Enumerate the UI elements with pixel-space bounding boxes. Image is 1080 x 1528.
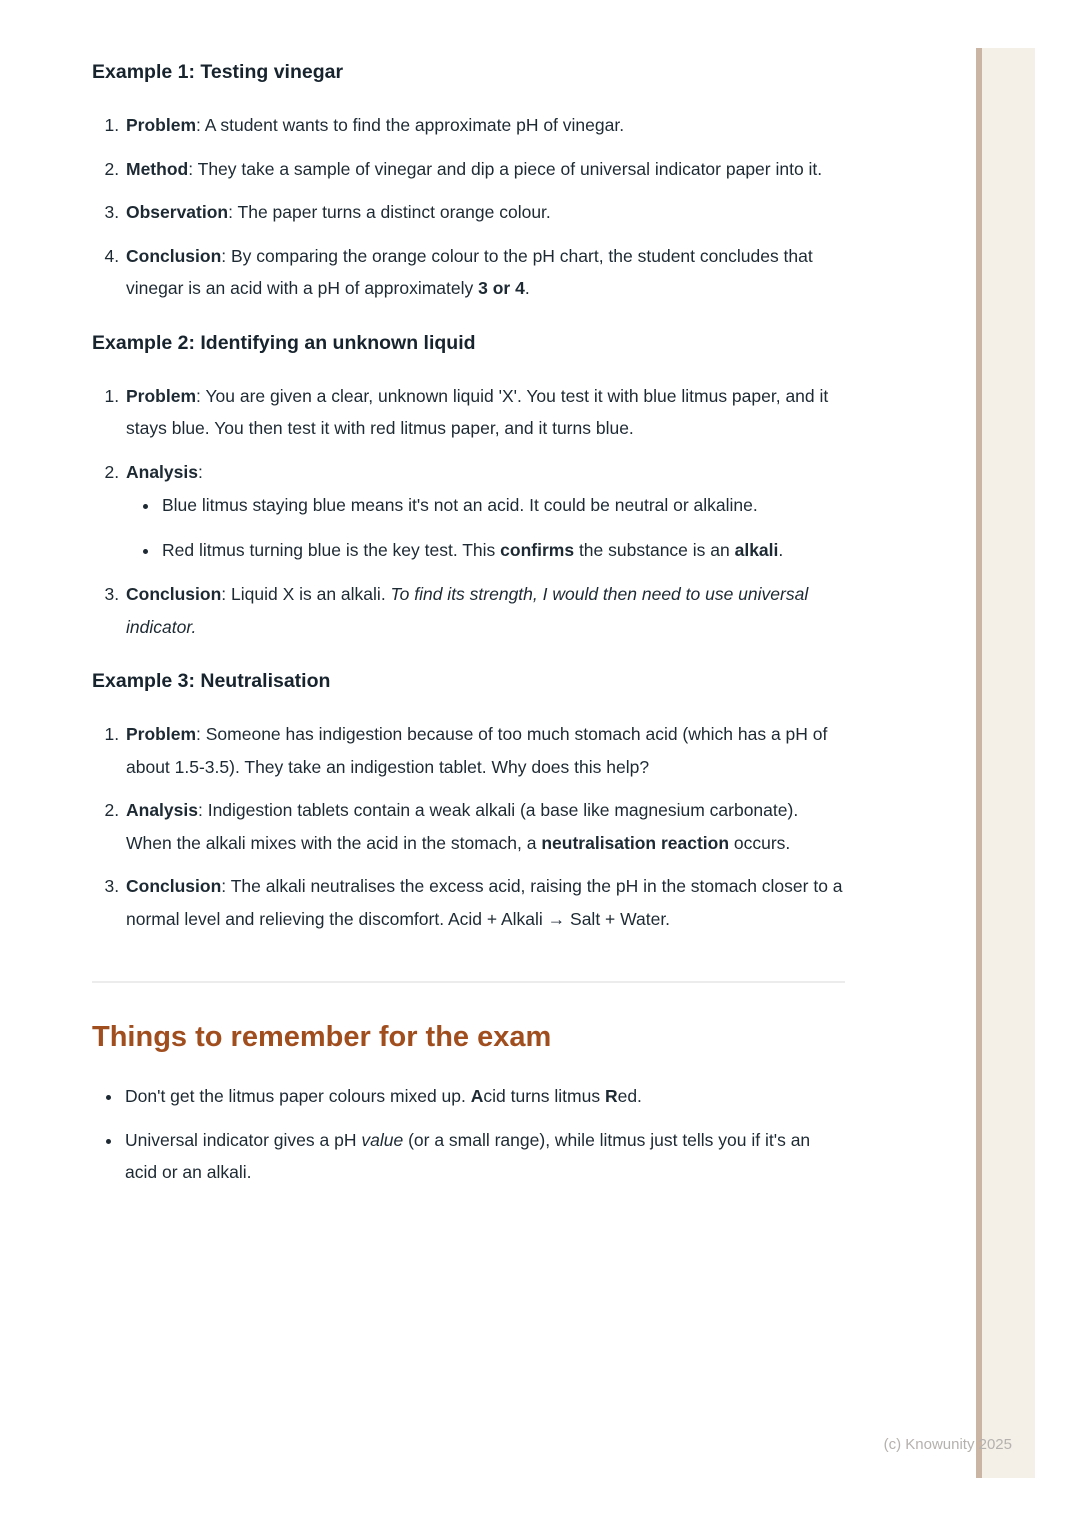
section-example-3 — [92, 669, 847, 935]
example-3-list — [92, 718, 847, 935]
copyright-credit: (c) Knowunity 2025 — [883, 1436, 1012, 1453]
exam-tips-heading: Things to remember for the exam — [92, 1021, 552, 1053]
section-divider — [92, 981, 845, 983]
section-exam-tips — [92, 1020, 847, 1189]
section-example-2 — [92, 331, 847, 644]
list-item: • Red litmus turning blue is the key test. This confirms the substance is an alkali. — [160, 534, 847, 567]
list-item-label: Analysis: — [126, 461, 203, 482]
list-item: 4. Conclusion: By comparing the orange colour to the pH chart, the student concludes that vinegar is an acid with a pH of approximately 3 or 4. — [124, 240, 847, 305]
section-heading-example-3: Example 3: Neutralisation — [92, 670, 331, 692]
list-item: 1. Problem: You are given a clear, unknown liquid 'X'. You test it with blue litmus paper, and it stays blue. You then test it with red litmus paper, and it turns blue. — [124, 380, 847, 445]
list-item: 1. Problem: Someone has indigestion because of too much stomach acid (which has a pH of about 1.5-3.5). They take an indigestion tablet. Why does this help? — [124, 718, 847, 783]
page-edge-strip — [976, 48, 1035, 1478]
list-item: 3. Conclusion: Liquid X is an alkali. To find its strength, I would then need to use universal indicator. — [124, 578, 847, 643]
list-item: 2. Analysis: Indigestion tablets contain a weak alkali (a base like magnesium carbonate). When the alkali mixes with the acid in the stomach, a neutralisation reaction occurs. — [124, 794, 847, 859]
list-item: • Blue litmus staying blue means it's not an acid. It could be neutral or alkaline. — [160, 489, 847, 522]
section-example-1 — [92, 60, 847, 305]
list-item — [124, 456, 847, 567]
analysis-sub-list — [126, 489, 847, 566]
list-item: 3. Conclusion: The alkali neutralises the excess acid, raising the pH in the stomach closer to a normal level and relieving the discomfort. Acid + Alkali → Salt + Water. — [124, 870, 847, 935]
list-item: • Don't get the litmus paper colours mixed up. Acid turns litmus Red. — [123, 1080, 847, 1113]
section-heading-example-2: Example 2: Identifying an unknown liquid — [92, 331, 476, 354]
example-1-list — [92, 109, 847, 305]
exam-tips-list — [92, 1080, 847, 1189]
section-heading-example-1: Example 1: Testing vinegar — [92, 61, 344, 83]
list-item: 1. Problem: A student wants to find the approximate pH of vinegar. — [124, 109, 847, 142]
list-item: 2. Method: They take a sample of vinegar and dip a piece of universal indicator paper into it. — [124, 153, 847, 186]
list-item: 3. Observation: The paper turns a distinct orange colour. — [124, 196, 847, 229]
list-item: • Universal indicator gives a pH value (or a small range), while litmus just tells you if it's an acid or an alkali. — [123, 1124, 847, 1189]
example-2-list — [92, 380, 847, 644]
